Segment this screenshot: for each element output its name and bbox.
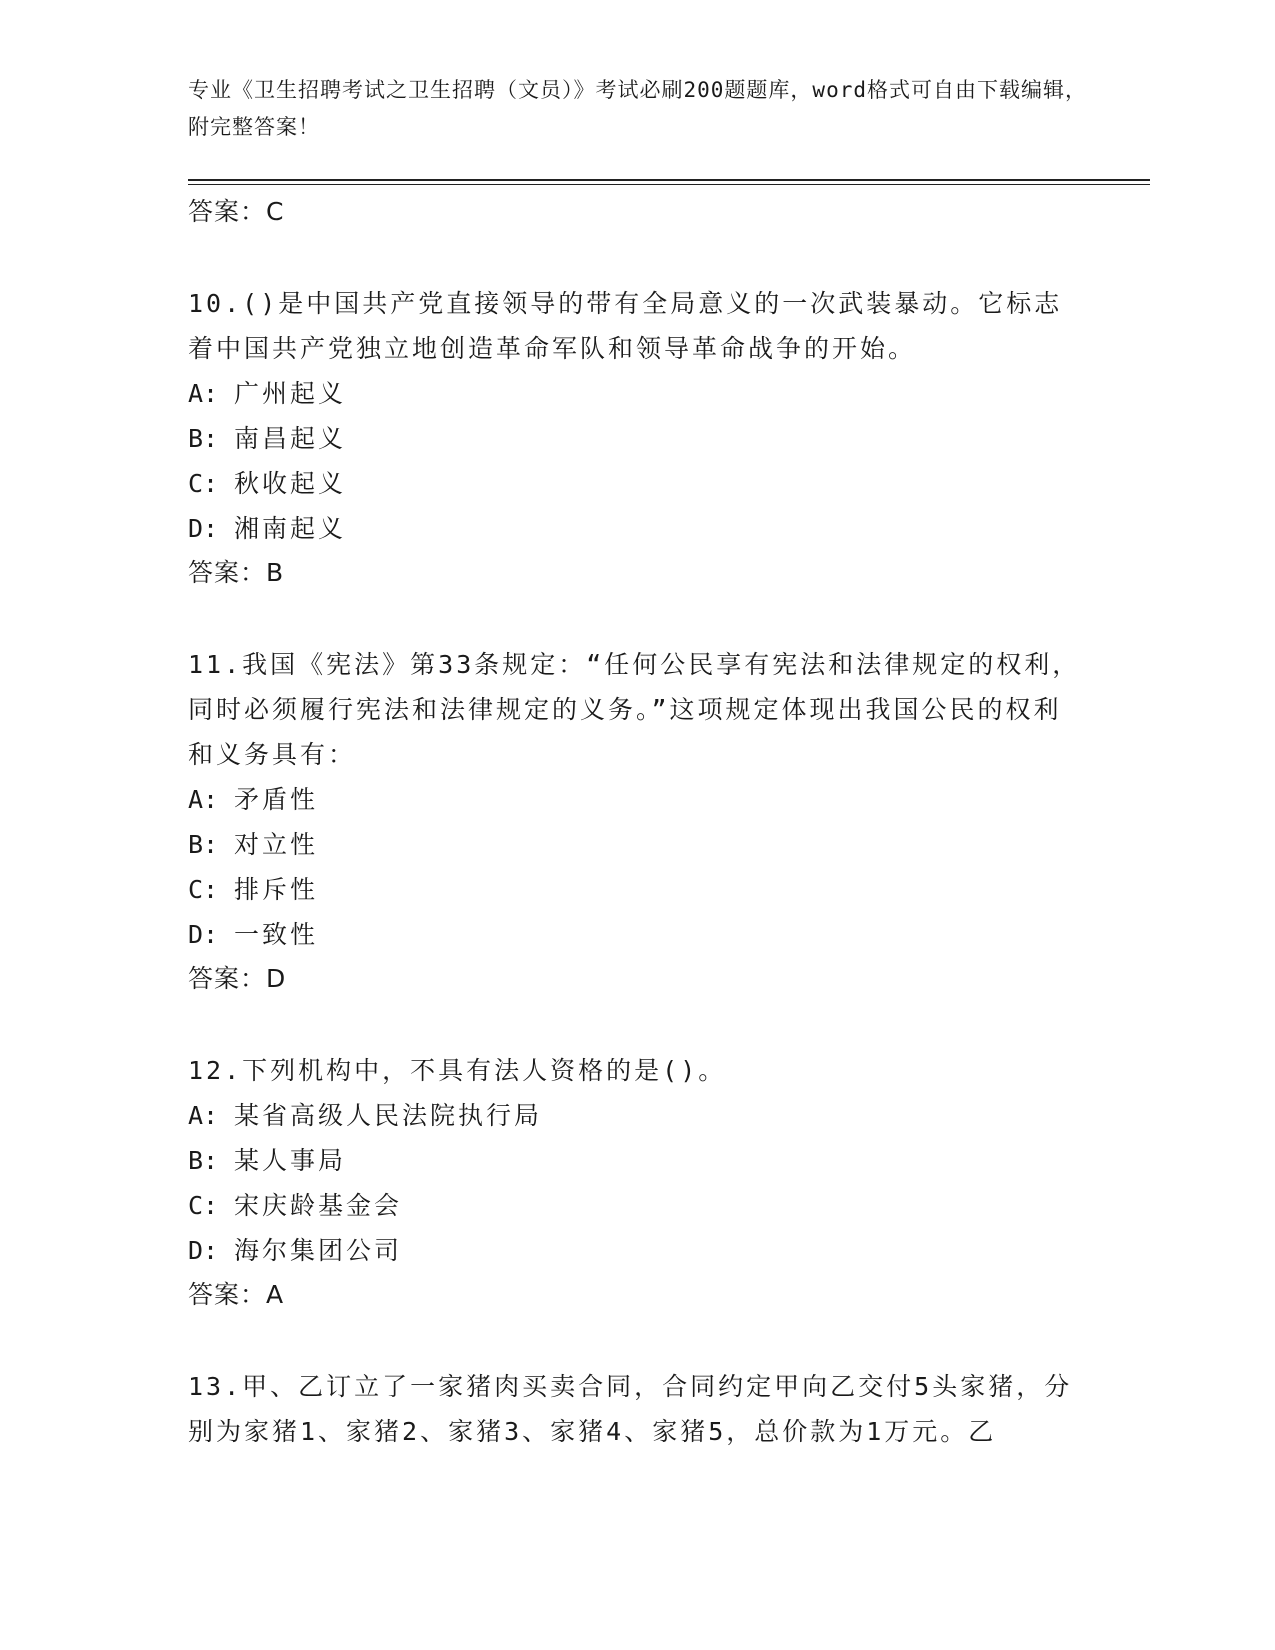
option-a [188,371,1088,416]
question-item [188,281,1088,595]
document-header: 专业《卫生招聘考试之卫生招聘（文员）》考试必刷200题题库，word格式可自由下载编辑，附完整答案！ [188,78,1087,139]
option-label: C: [188,875,219,904]
option-text: 排斥性 [234,875,319,904]
question-text: 10.()是中国共产党直接领导的带有全局意义的一次武装暴动。它标志着中国共产党独立地创造革命军队和领导革命战争的开始。 [188,289,1063,363]
option-text: 一致性 [234,920,319,949]
option-label: A: [188,785,219,814]
header-rule-thin [188,184,1150,185]
option-text: 某人事局 [234,1146,347,1175]
option-c [188,867,1088,912]
question-text: 11.我国《宪法》第33条规定：“任何公民享有宪法和法律规定的权利，同时必须履行宪法和法律规定的义务。”这项规定体现出我国公民的权利和义务具有： [188,650,1081,769]
question-item [188,642,1088,1001]
option-b [188,1138,1088,1183]
option-label: B: [188,424,219,453]
option-d [188,506,1088,551]
option-text: 对立性 [234,830,319,859]
option-text: 秋收起义 [234,469,347,498]
option-label: D: [188,920,219,949]
answer-line: 答案：C [188,197,285,226]
option-label: A: [188,1101,219,1130]
answer-line: 答案：D [188,964,287,993]
option-a [188,777,1088,822]
option-c [188,1183,1088,1228]
option-label: D: [188,514,219,543]
option-label: C: [188,469,219,498]
option-text: 海尔集团公司 [234,1236,403,1265]
header-rule-thick [188,179,1150,181]
option-label: B: [188,1146,219,1175]
question-list [188,190,1088,1454]
option-label: D: [188,1236,219,1265]
option-label: C: [188,1191,219,1220]
option-c [188,461,1088,506]
option-b [188,416,1088,461]
option-text: 南昌起义 [234,424,347,453]
option-text: 广州起义 [234,379,347,408]
option-label: B: [188,830,219,859]
option-d [188,1228,1088,1273]
question-item [188,1048,1088,1317]
option-text: 宋庆龄基金会 [234,1191,403,1220]
option-a [188,1093,1088,1138]
option-text: 矛盾性 [234,785,319,814]
option-text: 湘南起义 [234,514,347,543]
option-d [188,912,1088,957]
question-text: 13.甲、乙订立了一家猪肉买卖合同，合同约定甲向乙交付5头家猪，分别为家猪1、家猪2、家猪3、家猪4、家猪5，总价款为1万元。乙 [188,1372,1073,1446]
question-item [188,1364,1088,1454]
option-label: A: [188,379,219,408]
option-text: 某省高级人民法院执行局 [234,1101,543,1130]
answer-line: 答案：B [188,558,285,587]
question-text: 12.下列机构中，不具有法人资格的是()。 [188,1056,727,1085]
option-b [188,822,1088,867]
answer-line: 答案：A [188,1280,285,1309]
